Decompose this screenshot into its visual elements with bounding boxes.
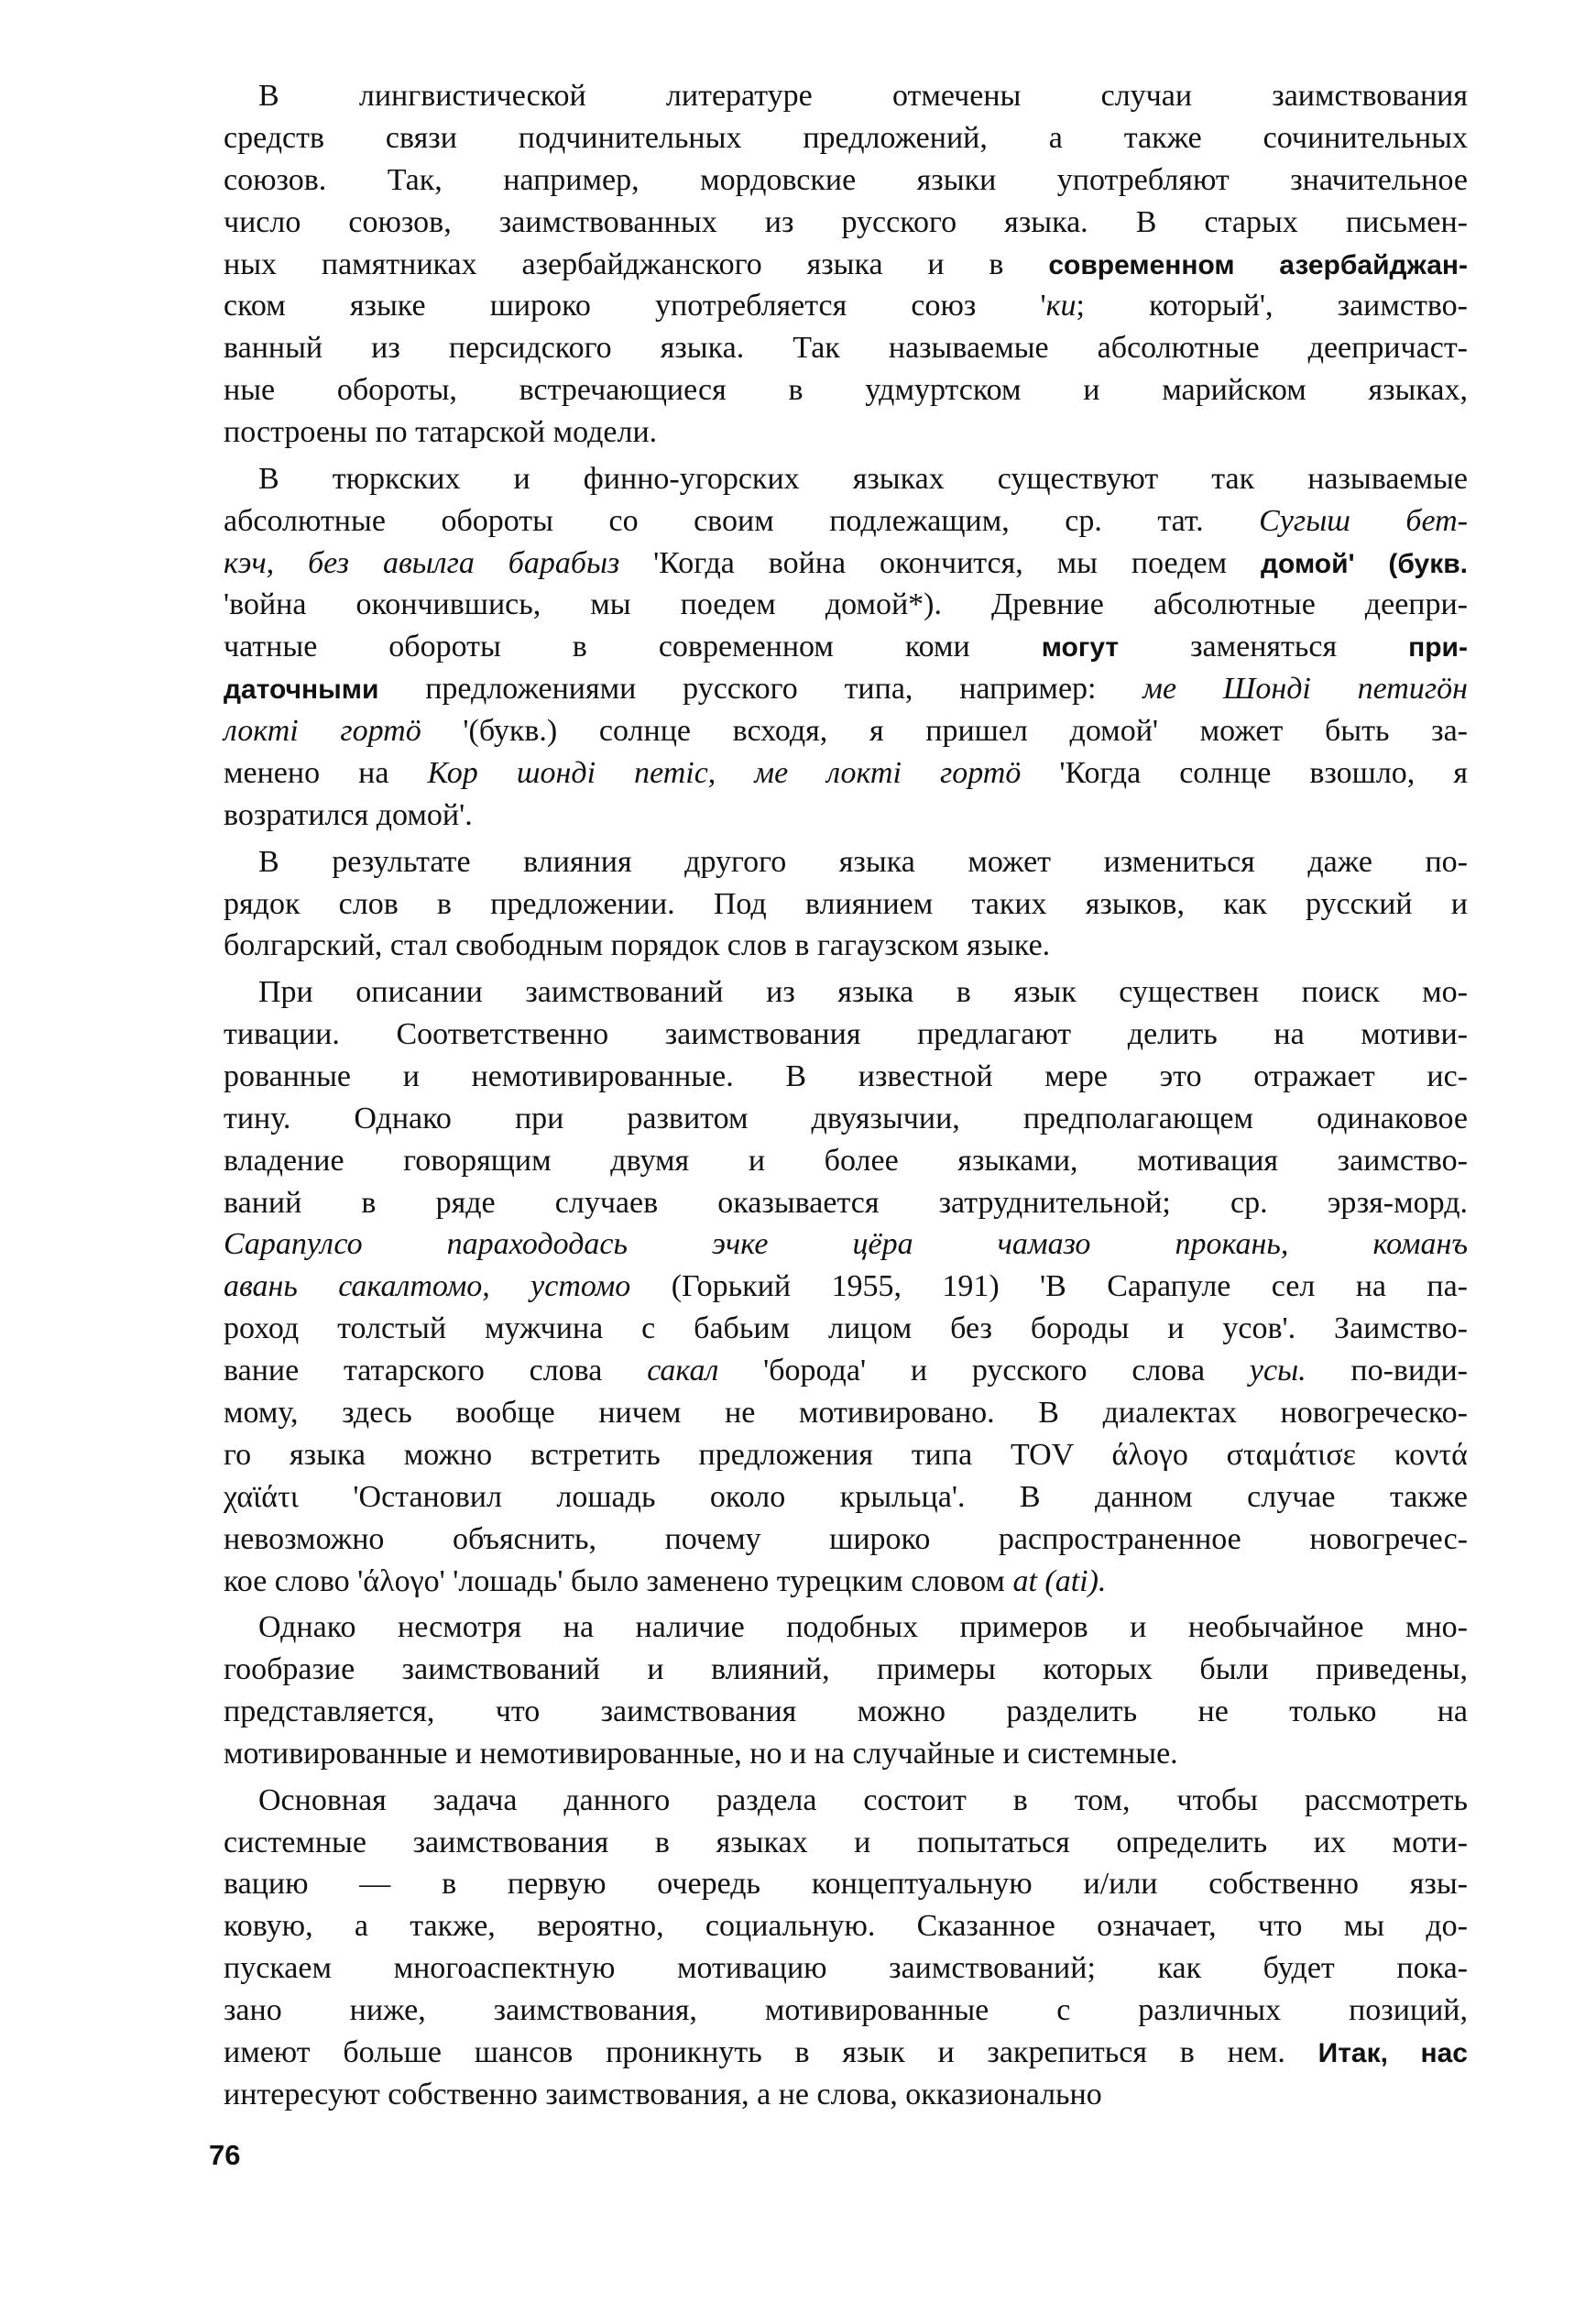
text-line [224, 75, 1468, 117]
text-segment: союзов. Так, например, мордовские языки употребляют значительное [224, 162, 1468, 197]
italic-example-text: авань сакалтомо, устомо [224, 1269, 631, 1304]
text-line [224, 1905, 1468, 1947]
text-segment: В лингвистической литературе отмечены случаи заимствования [258, 79, 1468, 113]
text-segment: ных памятниках азербайджанского языка и в [224, 247, 1049, 281]
text-segment: интересуют собственно заимствования, а не слова, окказионально [224, 2077, 1102, 2111]
text-line [224, 841, 1468, 883]
text-segment: 'война окончившись, мы поедем домой*). Древние абсолютные деепри- [224, 587, 1468, 622]
italic-example-text: усы. [1249, 1354, 1306, 1388]
text-segment: Основная задача данного раздела состоит в том, чтобы рассмотреть [258, 1782, 1468, 1817]
text-segment: имеют больше шансов проникнуть в язык и закрепиться в нем. [224, 2034, 1318, 2069]
text-line [224, 1519, 1468, 1561]
text-line [224, 202, 1468, 244]
text-segment: при- [1408, 632, 1468, 663]
text-segment: болгарский, стал свободным порядок слов в гагаузском языке. [224, 928, 1051, 963]
paragraph [224, 1780, 1468, 2116]
text-segment: вание татарского слова [224, 1354, 648, 1388]
text-line [224, 1182, 1468, 1224]
text-line [224, 1780, 1468, 1822]
text-segment: ском языке широко употребляется союз ' [224, 289, 1046, 324]
text-segment: мотивированные и немотивированные, но и на случайные и системные. [224, 1736, 1178, 1771]
text-line [224, 795, 1468, 837]
text-segment: пускаем многоаспектную мотивацию заимствований; как будет пока- [224, 1951, 1468, 1986]
text-segment: владение говорящим двумя и более языками, мотивация заимство- [224, 1143, 1468, 1178]
text-line [224, 1056, 1468, 1098]
text-line [224, 1649, 1468, 1691]
text-line [224, 369, 1468, 411]
page-number: 76 [209, 2139, 241, 2171]
text-line [224, 285, 1468, 327]
text-line [224, 1691, 1468, 1733]
italic-example-text: ки [1045, 289, 1077, 324]
text-segment: даточными [224, 674, 379, 706]
text-segment: по-види- [1306, 1354, 1469, 1388]
text-line [224, 1822, 1468, 1864]
text-segment: абсолютные обороты со своим подлежащим, ср. тат. [224, 503, 1260, 538]
italic-example-text: ме Шонді петигöн [1142, 672, 1468, 707]
text-segment: вацию — в первую очередь концептуальную и/или собственно язы- [224, 1867, 1468, 1902]
text-line [224, 1607, 1468, 1649]
italic-example-text: Кор шонді петіс, ме локті гортö [427, 756, 1022, 791]
text-segment: ные обороты, встречающиеся в удмуртском и марийском языках, [224, 373, 1468, 408]
text-segment: невозможно объяснить, почему широко распространенное новогречес- [224, 1521, 1468, 1556]
text-line [224, 925, 1468, 967]
text-segment: χαϊάτι 'Остановил лошадь около крыльца'. В данном случае также [224, 1479, 1468, 1514]
text-line [224, 244, 1468, 286]
text-line [224, 668, 1468, 710]
italic-example-text: Сарапулсо парахододась эчке цёра чамазо прокань, команъ [224, 1227, 1468, 1262]
text-segment: Однако несмотря на наличие подобных примеров и необычайное мно- [258, 1610, 1468, 1645]
text-segment: могут [1041, 632, 1120, 663]
paragraph [224, 841, 1468, 968]
text-segment: тивации. Соответственно заимствования предлагают делить на мотиви- [224, 1016, 1468, 1051]
text-segment: В результате влияния другого языка может измениться даже по- [258, 844, 1468, 879]
text-line [224, 1266, 1468, 1308]
text-segment: рованные и немотивированные. В известной мере это отражает ис- [224, 1058, 1468, 1093]
text-line [224, 584, 1468, 626]
text-line [224, 1140, 1468, 1182]
text-segment: менено на [224, 756, 428, 791]
text-segment: представляется, что заимствования можно разделить не только на [224, 1694, 1468, 1729]
text-segment: зано ниже, заимствования, мотивированные с различных позиций, [224, 1993, 1468, 2028]
text-segment: ванный из персидского языка. Так называемые абсолютные деепричаст- [224, 331, 1468, 366]
text-segment: домой' (букв. [1260, 548, 1468, 579]
text-line [224, 1476, 1468, 1519]
text-line [224, 2074, 1468, 2116]
text-line [224, 710, 1468, 752]
text-segment: чатные обороты в современном коми [224, 630, 1042, 664]
text-line [224, 1561, 1468, 1603]
text-line [224, 1863, 1468, 1905]
text-segment: ваний в ряде случаев оказывается затруднительной; ср. эрзя-морд. [224, 1185, 1468, 1220]
italic-example-text: кэч, без авылга барабыз [224, 545, 620, 580]
text-segment: кое слово 'άλογο' 'лошадь' было заменено турецким словом [224, 1563, 1013, 1598]
italic-example-text: Сугыш бет- [1259, 503, 1469, 538]
text-line [224, 971, 1468, 1014]
text-segment: гообразие заимствований и влияний, примеры которых были приведены, [224, 1652, 1468, 1687]
text-line [224, 117, 1468, 159]
text-line [224, 2032, 1468, 2074]
text-segment: системные заимствования в языках и попытаться определить их моти- [224, 1825, 1468, 1859]
text-segment: 'Когда солнце взошло, я [1021, 756, 1468, 791]
text-segment: заменяться [1119, 630, 1409, 664]
text-segment: го языка можно встретить предложения типа TOV άλογο σταμάτισε κοντά [224, 1437, 1468, 1472]
text-segment: ковую, а также, вероятно, социальную. Сказанное означает, что мы до- [224, 1909, 1468, 1944]
text-segment: тину. Однако при развитом двуязычии, предполагающем одинаковое [224, 1101, 1468, 1135]
text-segment: возратился домой'. [224, 797, 473, 832]
text-line [224, 411, 1468, 454]
text-segment: Итак, нас [1317, 2037, 1468, 2068]
text-line [224, 1350, 1468, 1392]
text-line [224, 1990, 1468, 2032]
paragraph [224, 971, 1468, 1602]
italic-example-text: сакал [647, 1354, 719, 1388]
text-line [224, 1223, 1468, 1266]
text-segment: При описании заимствований из языка в язык существен поиск мо- [258, 975, 1468, 1010]
text-segment: роход толстый мужчина с бабьим лицом без бороды и усов'. Заимство- [224, 1311, 1468, 1346]
text-segment: 'Когда война окончится, мы поедем [619, 545, 1261, 580]
text-line [224, 500, 1468, 543]
text-segment: предложениями русского типа, например: [378, 672, 1143, 707]
text-line [224, 1098, 1468, 1140]
text-line [224, 1733, 1468, 1775]
text-segment: В тюркских и финно-угорских языках существуют так называемые [258, 461, 1468, 496]
text-line [224, 1392, 1468, 1434]
text-segment: построены по татарской модели. [224, 415, 658, 450]
page-body-text [224, 75, 1468, 2121]
paragraph [224, 75, 1468, 454]
text-segment: '(букв.) солнце всходя, я пришел домой' может быть за- [421, 714, 1468, 749]
paragraph [224, 1607, 1468, 1775]
italic-example-text: локті гортö [224, 714, 421, 749]
text-segment: ; который', заимство- [1076, 289, 1468, 324]
text-segment: мому, здесь вообще ничем не мотивировано. В диалектах новогреческо- [224, 1396, 1468, 1430]
text-segment: число союзов, заимствованных из русского языка. В старых письмен- [224, 204, 1468, 239]
text-line [224, 543, 1468, 585]
text-segment: (Горький 1955, 191) 'В Сарапуле сел на па- [630, 1269, 1468, 1304]
paragraph [224, 458, 1468, 837]
text-line [224, 327, 1468, 369]
text-segment: 'борода' и русского слова [718, 1354, 1250, 1388]
italic-example-text: at (ati). [1012, 1563, 1107, 1598]
text-line [224, 159, 1468, 202]
text-line [224, 1947, 1468, 1990]
text-segment: рядок слов в предложении. Под влиянием таких языков, как русский и [224, 886, 1468, 921]
text-line [224, 752, 1468, 795]
text-line [224, 1434, 1468, 1476]
text-line [224, 1014, 1468, 1056]
text-line [224, 1308, 1468, 1350]
text-line [224, 626, 1468, 668]
text-segment: современном азербайджан- [1048, 249, 1468, 280]
text-line [224, 883, 1468, 926]
text-line [224, 458, 1468, 500]
text-segment: средств связи подчинительных предложений, а также сочинительных [224, 120, 1468, 155]
